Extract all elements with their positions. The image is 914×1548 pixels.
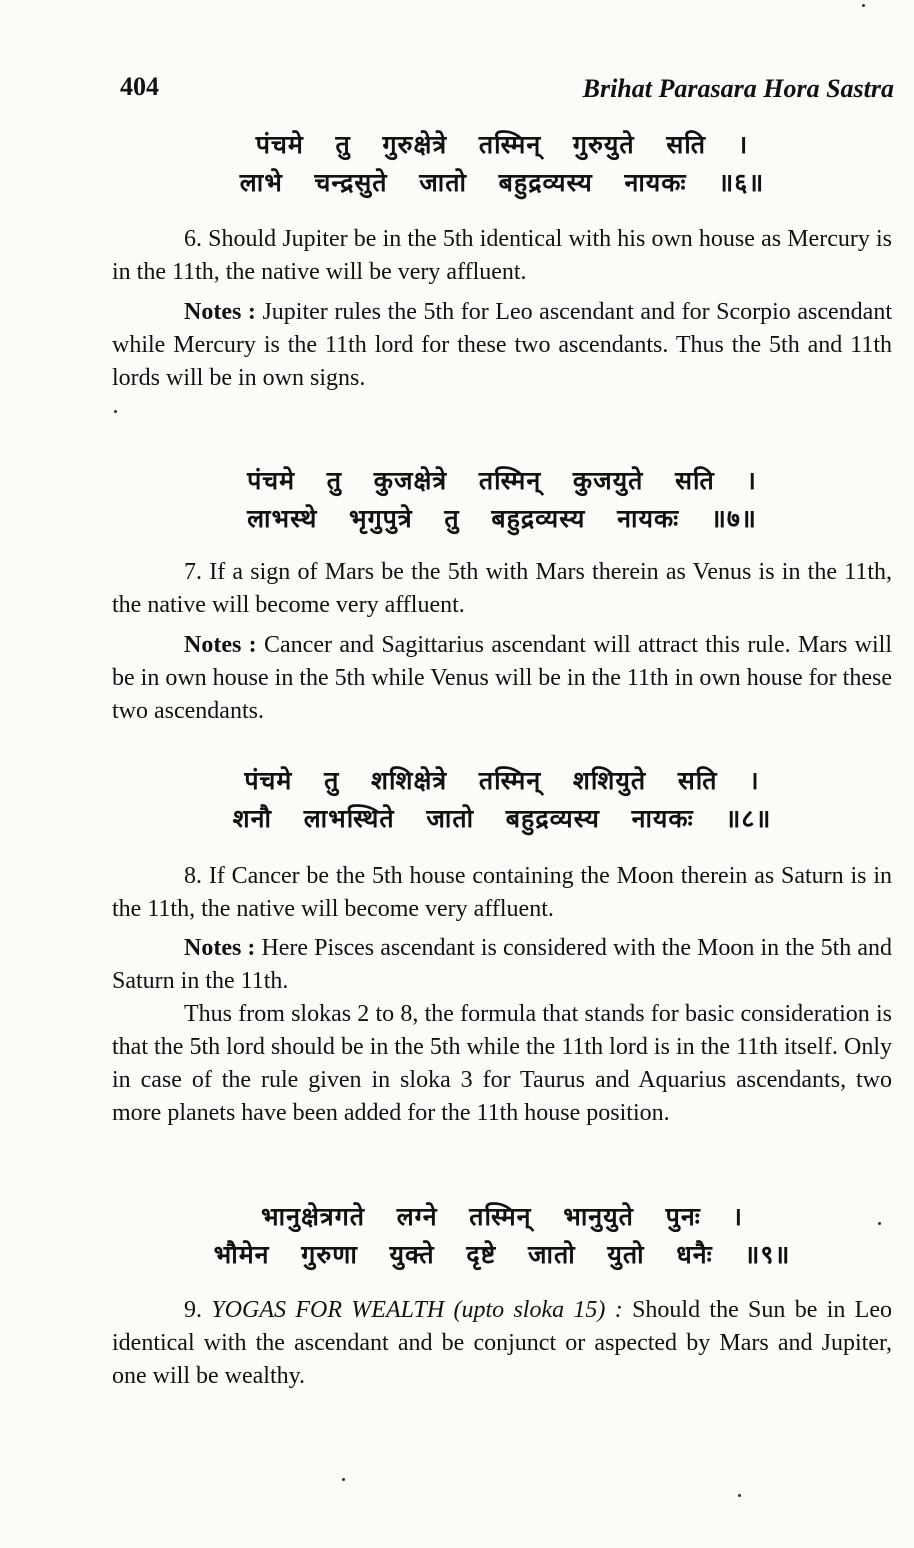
paragraph-text: 6. Should Jupiter be in the 5th identical with his own house as Mercury is in the 11th, the native will be very affluent. [112, 226, 892, 285]
notes-label: Notes : [184, 935, 256, 961]
notes-text: Jupiter rules the 5th for Leo ascendant and for Scorpio ascendant while Mercury is the 11th lord for these two ascendants. Thus the 5th and 11th lords will be in own signs. [112, 299, 892, 391]
paragraph-text: 8. If Cancer be the 5th house containing the Moon therein as Saturn is in the 11th, the native will become very affluent. [112, 863, 892, 922]
scan-speck [738, 1494, 741, 1497]
paragraph-number: 9. [184, 1297, 212, 1323]
sanskrit-verse-9 [112, 1198, 892, 1274]
verse-line: लाभस्थे भृगुपुत्रे तु बहुद्रव्यस्य नायकः ॥७॥ [247, 504, 757, 533]
verse-line: भानुक्षेत्रगते लग्ने तस्मिन् भानुयुते पुनः । [261, 1202, 743, 1231]
scan-speck [114, 410, 117, 413]
section-heading: YOGAS FOR WEALTH (upto sloka 15) : [211, 1297, 623, 1323]
verse-line: लाभे चन्द्रसुते जातो बहुद्रव्यस्य नायकः ॥६॥ [239, 168, 765, 197]
verse-line: भौमेन गुरुणा युक्ते दृष्टे जातो युतो धनैः ॥९॥ [213, 1240, 791, 1269]
summary-paragraph [112, 998, 892, 1130]
scan-speck [878, 1222, 881, 1225]
page-number: 404 [120, 72, 159, 101]
sanskrit-verse-6 [112, 126, 892, 202]
verse-line: पंचमे तु शशिक्षेत्रे तस्मिन् शशियुते सति । [244, 766, 760, 795]
notes-paragraph-7 [112, 629, 892, 728]
verse-line: पंचमे तु कुजक्षेत्रे तस्मिन् कुजयुते सति । [247, 466, 757, 495]
page-header [120, 72, 894, 108]
sanskrit-verse-7 [112, 462, 892, 538]
running-title: Brihat Parasara Hora Sastra [582, 74, 894, 103]
translation-paragraph-9 [112, 1294, 892, 1393]
notes-label: Notes : [184, 299, 256, 325]
notes-paragraph-8 [112, 932, 892, 998]
notes-text: Cancer and Sagittarius ascendant will attract this rule. Mars will be in own house in the 5th while Venus will be in the 11th in own house for these two ascendants. [112, 632, 893, 724]
paragraph-text: Should the Sun be in Leo identical with the ascendant and be conjunct or aspected by Mars and Jupiter, one will be wealthy. [112, 1297, 892, 1389]
verse-line: पंचमे तु गुरुक्षेत्रे तस्मिन् गुरुयुते सति । [255, 130, 749, 159]
verse-line: शनौ लाभस्थिते जातो बहुद्रव्यस्य नायकः ॥८॥ [232, 804, 772, 833]
notes-text: Here Pisces ascendant is considered with the Moon in the 5th and Saturn in the 11th. [112, 935, 892, 994]
scan-speck [862, 4, 865, 7]
notes-paragraph-6 [112, 296, 892, 395]
translation-paragraph-8 [112, 860, 892, 926]
paragraph-text: Thus from slokas 2 to 8, the formula that stands for basic consideration is that the 5th lord should be in the 5th while the 11th lord is in the 11th itself. Only in case of the rule given in sloka 3 for Taurus and Aquarius ascendants, two more planets have been added for the 11th house position. [112, 1001, 892, 1126]
sanskrit-verse-8 [112, 762, 892, 838]
translation-paragraph-6 [112, 223, 892, 289]
notes-label: Notes : [184, 632, 257, 658]
translation-paragraph-7 [112, 556, 892, 622]
scan-speck [342, 1478, 345, 1481]
paragraph-text: 7. If a sign of Mars be the 5th with Mars therein as Venus is in the 11th, the native will become very affluent. [112, 559, 892, 618]
